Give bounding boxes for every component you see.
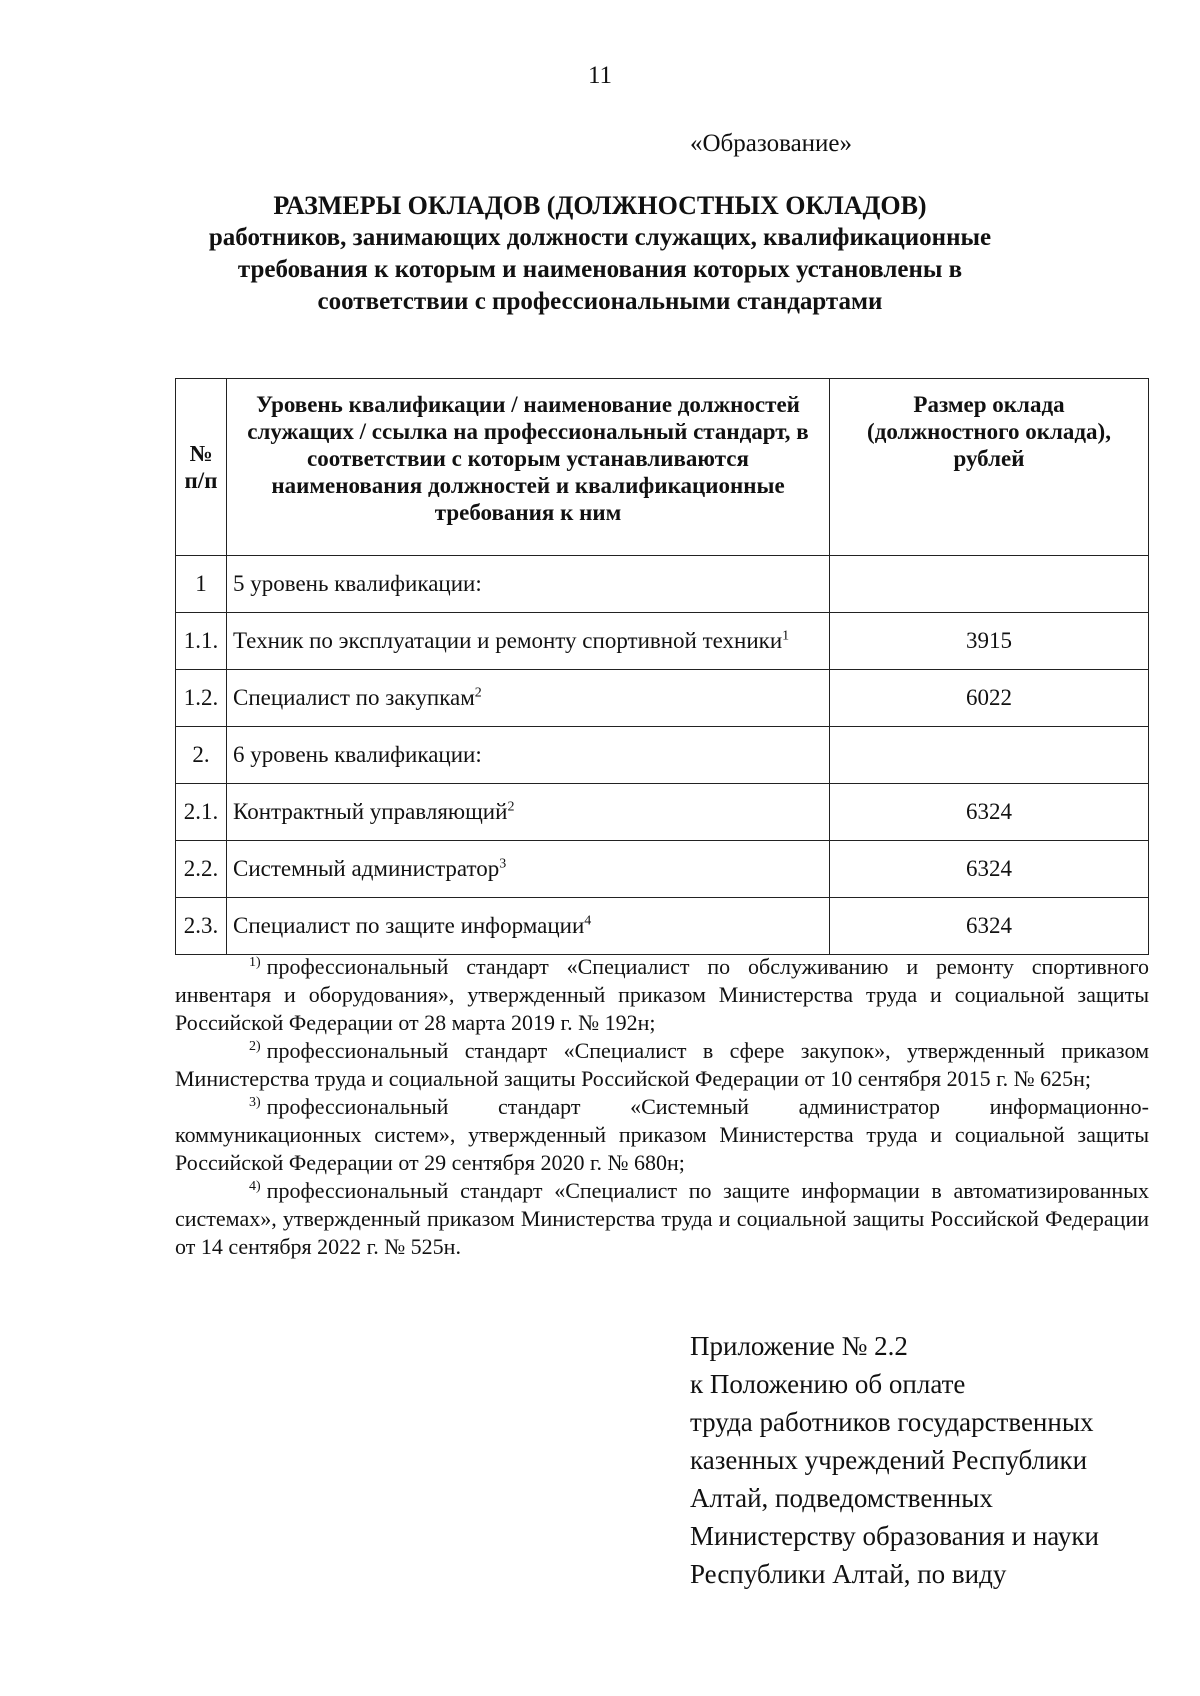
header-number: № п/п: [176, 379, 227, 556]
document-title: [170, 190, 1030, 318]
appendix-line: Алтай, подведомственных: [690, 1483, 993, 1513]
table-header-row: [176, 379, 1149, 556]
footnote-mark: 2): [249, 1038, 261, 1054]
position-name: Техник по эксплуатации и ремонту спортивной техники: [233, 628, 783, 653]
row-position: [227, 784, 830, 841]
row-number: 2.: [176, 727, 227, 784]
category-label: «Образование»: [690, 130, 853, 157]
row-salary: 6324: [830, 784, 1149, 841]
salary-table: [175, 378, 1149, 955]
appendix-line: труда работников государственных: [690, 1407, 1094, 1437]
footnote-text: профессиональный стандарт «Специалист в сфере закупок», утвержденный приказом Министерства труда и социальной защиты Российской Федерации от 10 сентября 2015 г. № 625н;: [175, 1038, 1149, 1091]
footnote-ref: 4: [584, 913, 592, 929]
row-salary: [830, 727, 1149, 784]
table-row: [176, 841, 1149, 898]
footnote-ref: 1: [782, 628, 790, 644]
footnote-text: профессиональный стандарт «Системный администратор информационно-коммуникационных систем», утвержденный приказом Министерства труда и социальной защиты Российской Федерации от 29 сентября 2020 г. № 680н;: [175, 1094, 1149, 1175]
table-row: [176, 784, 1149, 841]
table-row: [176, 556, 1149, 613]
row-position: [227, 670, 830, 727]
row-number: 2.3.: [176, 898, 227, 955]
position-name: Системный администратор: [233, 856, 500, 881]
title-line-1: РАЗМЕРЫ ОКЛАДОВ (ДОЛЖНОСТНЫХ ОКЛАДОВ): [273, 191, 927, 220]
title-line-3: требования к которым и наименования которых установлены в: [237, 256, 963, 283]
row-position: [227, 613, 830, 670]
position-name: 6 уровень квалификации:: [233, 742, 482, 767]
title-line-4: соответствии с профессиональными стандартами: [317, 288, 883, 315]
footnote-ref: 2: [507, 799, 515, 815]
footnotes: [175, 953, 1149, 1261]
row-salary: 3915: [830, 613, 1149, 670]
table-row: [176, 727, 1149, 784]
table-row: [176, 898, 1149, 955]
row-salary: 6022: [830, 670, 1149, 727]
row-position: [227, 898, 830, 955]
title-line-2: работников, занимающих должности служащих, квалификационные: [208, 224, 992, 251]
row-position: [227, 727, 830, 784]
row-number: 1: [176, 556, 227, 613]
footnote-text: профессиональный стандарт «Специалист по обслуживанию и ремонту спортивного инвентаря и оборудования», утвержденный приказом Министерства труда и социальной защиты Российской Федерации от 28 марта 2019 г. № 192н;: [175, 954, 1149, 1035]
position-name: Специалист по защите информации: [233, 913, 585, 938]
header-position: Уровень квалификации / наименование должностей служащих / ссылка на профессиональный стандарт, в соответствии с которым устанавливаются наименования должностей и квалификационные требования к ним: [227, 379, 830, 556]
footnote: [175, 953, 1149, 1037]
header-salary: Размер оклада (должностного оклада), рублей: [830, 379, 1149, 556]
row-number: 1.2.: [176, 670, 227, 727]
appendix-line: Республики Алтай, по виду: [690, 1559, 1007, 1589]
appendix-line: к Положению об оплате: [690, 1369, 966, 1399]
table-row: [176, 613, 1149, 670]
footnote-mark: 4): [249, 1178, 261, 1194]
row-number: 2.2.: [176, 841, 227, 898]
appendix-line: Министерству образования и науки: [690, 1521, 1099, 1551]
footnote: [175, 1093, 1149, 1177]
position-name: Специалист по закупкам: [233, 685, 475, 710]
footnote: [175, 1177, 1149, 1261]
appendix-reference: [690, 1327, 1099, 1593]
row-salary: 6324: [830, 898, 1149, 955]
appendix-line: казенных учреждений Республики: [690, 1445, 1088, 1475]
footnote-text: профессиональный стандарт «Специалист по защите информации в автоматизированных системах», утвержденный приказом Министерства труда и социальной защиты Российской Федерации от 14 сентября 2022 г. № 525н.: [175, 1178, 1149, 1259]
footnote: [175, 1037, 1149, 1093]
row-number: 2.1.: [176, 784, 227, 841]
position-name: 5 уровень квалификации:: [233, 571, 482, 596]
table-row: [176, 670, 1149, 727]
footnote-ref: 3: [499, 856, 507, 872]
row-salary: 6324: [830, 841, 1149, 898]
footnote-mark: 3): [249, 1094, 261, 1110]
row-position: [227, 556, 830, 613]
appendix-line: Приложение № 2.2: [690, 1331, 908, 1361]
footnote-mark: 1): [249, 954, 261, 970]
row-salary: [830, 556, 1149, 613]
position-name: Контрактный управляющий: [233, 799, 508, 824]
page-number: 11: [587, 62, 613, 89]
row-number: 1.1.: [176, 613, 227, 670]
footnote-ref: 2: [474, 685, 482, 701]
row-position: [227, 841, 830, 898]
